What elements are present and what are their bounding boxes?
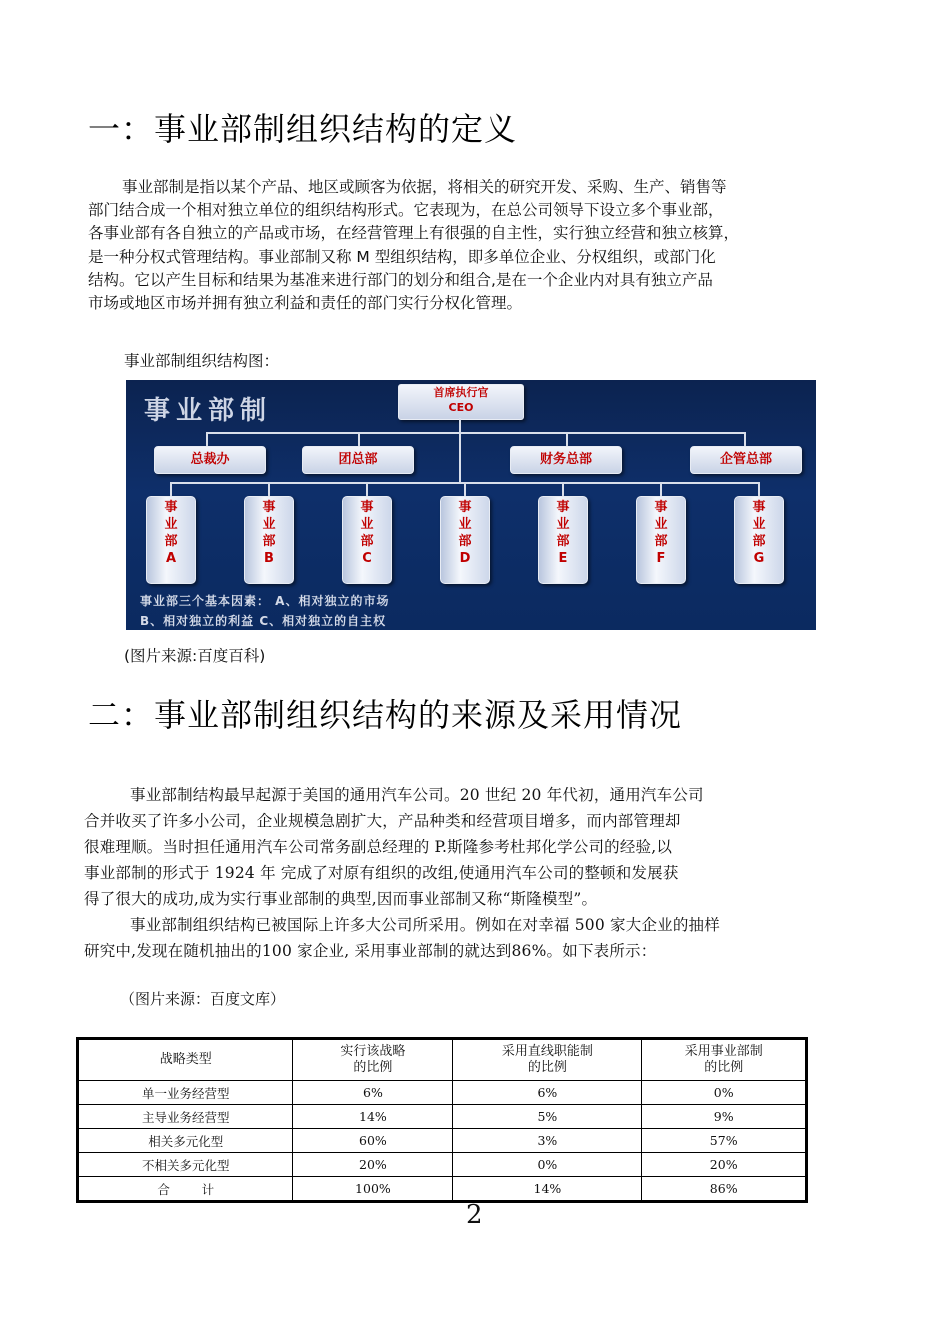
connector-line [459,434,461,482]
para-line: 事业部制是指以某个产品、地区或顾客为依据，将相关的研究开发、采购、生产、销售等 [122,178,727,196]
table-row-total [79,1177,806,1201]
table-cell: 6% [453,1081,642,1105]
table-row [79,1081,806,1105]
connector-line [268,482,270,496]
connector-line [459,418,461,432]
mid-box-management-hq: 企管总部 [690,446,802,474]
table-cell: 20% [642,1153,806,1177]
connector-line [660,482,662,496]
para-line: 事业部制的形式于 1924 年 完成了对原有组织的改组,使通用汽车公司的整顿和发展获 [84,864,679,882]
connector-line [566,432,568,446]
org-chart-footnote-2: B、相对独立的利益 C、相对独立的自主权 [140,614,387,628]
image-source-2: （图片来源：百度文库） [120,990,286,1008]
para-line: 事业部制组织结构已被国际上许多大公司所采用。例如在对幸福 500 家大企业的抽样 [130,916,720,934]
section-2-paragraph [84,782,884,964]
table-cell: 主导业务经营型 [79,1105,293,1129]
table-cell: 20% [293,1153,453,1177]
table-cell: 5% [453,1105,642,1129]
table-row [79,1153,806,1177]
mid-box-group-hq: 团总部 [302,446,414,474]
table-cell: 3% [453,1129,642,1153]
table-cell: 0% [453,1153,642,1177]
division-box-a: 事 业 部 A [146,496,196,584]
para-line: 研究中,发现在随机抽出的100 家企业, 采用事业部制的就达到86%。如下表所示： [84,942,657,960]
table-cell: 14% [453,1177,642,1201]
table-row [79,1129,806,1153]
division-box-b: 事 业 部 B [244,496,294,584]
ceo-abbr: CEO [448,401,474,414]
para-line: 事业部制结构最早起源于美国的通用汽车公司。20 世纪 20 年代初，通用汽车公司 [130,786,704,804]
para-line: 合并收买了许多小公司，企业规模急剧扩大，产品种类和经营项目增多，而内部管理却 [84,812,681,830]
chart-label: 事业部制组织结构图： [124,352,280,370]
table-cell: 9% [642,1105,806,1129]
connector-line [366,482,368,496]
section-2-title: 二：事业部制组织结构的来源及采用情况 [88,696,683,734]
mid-box-finance-hq: 财务总部 [510,446,622,474]
connector-line [758,482,760,496]
table-header-row [79,1040,806,1081]
connector-line [562,482,564,496]
table-cell: 不相关多元化型 [79,1153,293,1177]
para-line: 各事业部有各自独立的产品或市场，在经营管理上有很强的自主性，实行独立经营和独立核算， [88,224,740,243]
division-box-g: 事 业 部 G [734,496,784,584]
table-row [79,1105,806,1129]
page-number: 2 [466,1200,483,1230]
division-box-e: 事 业 部 E [538,496,588,584]
table-cell: 6% [293,1081,453,1105]
mid-box-president-office: 总裁办 [154,446,266,474]
table-cell: 14% [293,1105,453,1129]
para-line: 结构。它以产生目标和结果为基准来进行部门的划分和组合,是在一个企业内对具有独立产品 [88,270,713,289]
table-cell: 单一业务经营型 [79,1081,293,1105]
connector-line [744,432,746,446]
table-cell: 相关多元化型 [79,1129,293,1153]
ceo-box [398,384,524,420]
division-box-f: 事 业 部 F [636,496,686,584]
connector-line [206,432,208,446]
division-box-c: 事 业 部 C [342,496,392,584]
connector-line [206,432,746,434]
table-cell: 合 计 [79,1177,293,1201]
para-line: 部门结合成一个相对独立单位的组织结构形式。它表现为，在总公司领导下设立多个事业部， [88,201,724,220]
section-1-title: 一：事业部制组织结构的定义 [88,110,518,148]
table-cell: 60% [293,1129,453,1153]
ceo-label: 首席执行官 [433,386,489,399]
image-source-1: (图片来源:百度百科) [124,647,266,665]
para-line: 市场或地区市场并拥有独立利益和责任的部门实行分权化管理。 [88,294,523,313]
table-cell: 86% [642,1177,806,1201]
connector-line [170,482,172,496]
org-chart-footnote-1: 事业部三个基本因素： A、相对独立的市场 [140,594,390,608]
section-1-paragraph [88,176,878,315]
header-divisional-ratio: 采用事业部制 的比例 [642,1040,806,1081]
connector-line [464,482,466,496]
header-strategy-ratio: 实行该战略 的比例 [293,1040,453,1081]
org-chart-image [126,380,816,630]
para-line: 是一种分权式管理结构。事业部制又称 M 型组织结构，即多单位企业、分权组织，或部门化 [88,247,716,266]
table-cell: 0% [642,1081,806,1105]
para-line: 很难理顺。当时担任通用汽车公司常务副总经理的 P.斯隆参考杜邦化学公司的经验,以 [84,838,673,856]
strategy-table [76,1037,808,1203]
header-functional-ratio: 采用直线职能制 的比例 [453,1040,642,1081]
table-cell: 100% [293,1177,453,1201]
para-line: 得了很大的成功,成为实行事业部制的典型,因而事业部制又称“斯隆模型”。 [84,890,598,908]
table-cell: 57% [642,1129,806,1153]
header-strategy-type: 战略类型 [79,1040,293,1081]
connector-line [358,432,360,446]
division-box-d: 事 业 部 D [440,496,490,584]
org-chart-title: 事业部制 [144,396,273,426]
